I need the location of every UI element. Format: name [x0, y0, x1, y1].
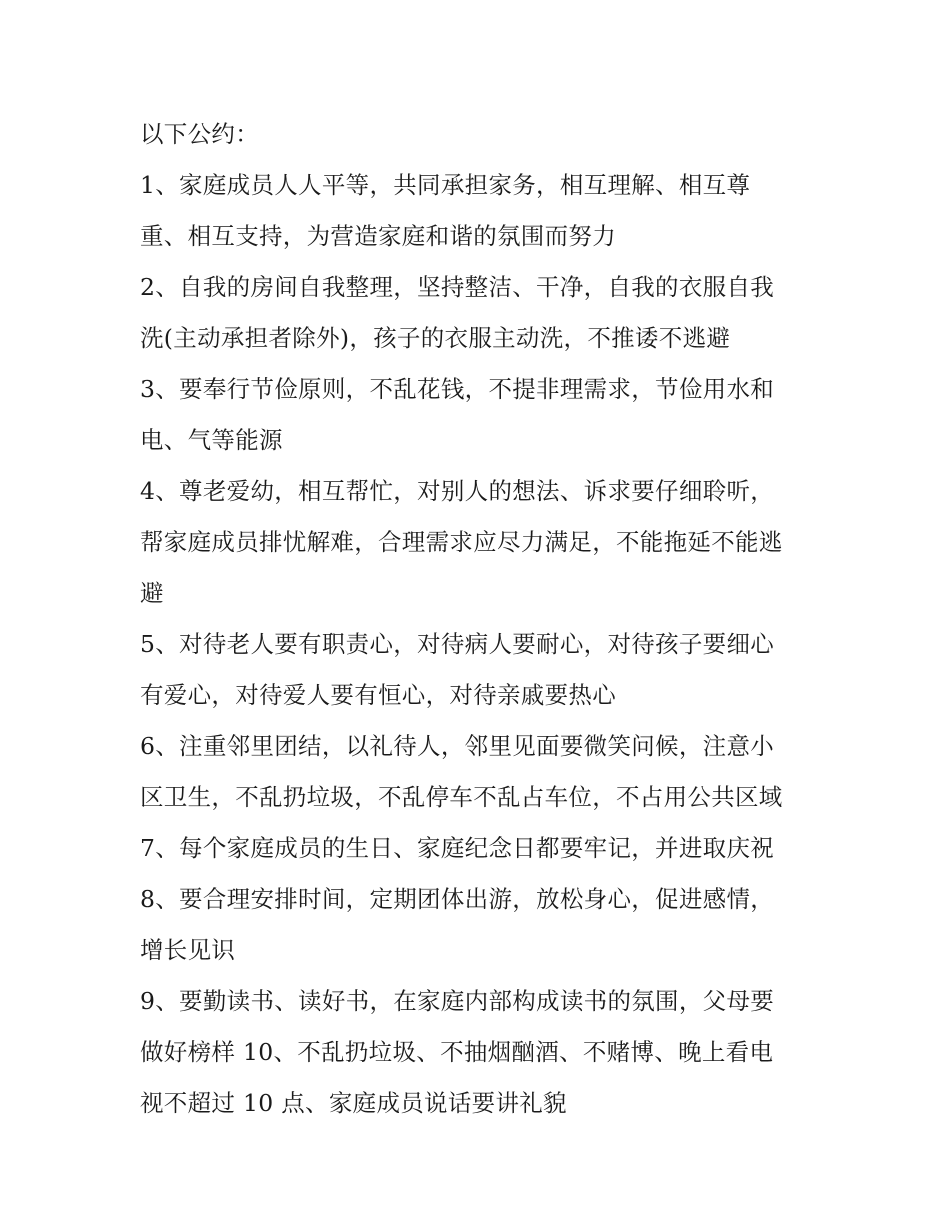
rule-7-line-1: 7、每个家庭成员的生日、家庭纪念日都要牢记，并进取庆祝	[140, 834, 775, 862]
rule-9-line-2: 做好榜样 10、不乱扔垃圾、不抽烟酗酒、不赌博、晚上看电	[140, 1038, 774, 1066]
rule-5-line-1: 5、对待老人要有职责心，对待病人要耐心，对待孩子要细心	[140, 630, 775, 658]
rule-4-line-2: 帮家庭成员排忧解难，合理需求应尽力满足，不能拖延不能逃	[140, 528, 783, 556]
rule-8-line-1: 8、要合理安排时间，定期团体出游，放松身心，促进感情，	[140, 885, 775, 913]
rule-4-line-1: 4、尊老爱幼，相互帮忙，对别人的想法、诉求要仔细聆听，	[140, 477, 775, 505]
rule-4-line-3: 避	[140, 579, 164, 607]
document-body-text	[140, 109, 820, 1129]
intro-line: 以下公约：	[140, 120, 259, 148]
rule-9-line-1: 9、要勤读书、读好书，在家庭内部构成读书的氛围，父母要	[140, 987, 775, 1015]
rule-2-line-1: 2、自我的房间自我整理，坚持整洁、干净，自我的衣服自我	[140, 273, 775, 301]
rule-1-line-1: 1、家庭成员人人平等，共同承担家务，相互理解、相互尊	[140, 171, 751, 199]
rule-3-line-1: 3、要奉行节俭原则，不乱花钱，不提非理需求，节俭用水和	[140, 375, 775, 403]
rule-6-line-2: 区卫生，不乱扔垃圾，不乱停车不乱占车位，不占用公共区域	[140, 783, 783, 811]
rule-8-line-2: 增长见识	[140, 936, 236, 964]
rule-10-line-1: 视不超过 10 点、家庭成员说话要讲礼貌	[140, 1089, 567, 1117]
rule-1-line-2: 重、相互支持，为营造家庭和谐的氛围而努力	[140, 222, 616, 250]
rule-5-line-2: 有爱心，对待爱人要有恒心，对待亲戚要热心	[140, 681, 616, 709]
rule-2-line-2: 洗(主动承担者除外)，孩子的衣服主动洗，不推诿不逃避	[140, 324, 731, 352]
rule-6-line-1: 6、注重邻里团结，以礼待人，邻里见面要微笑问候，注意小	[140, 732, 775, 760]
rule-3-line-2: 电、气等能源	[140, 426, 283, 454]
